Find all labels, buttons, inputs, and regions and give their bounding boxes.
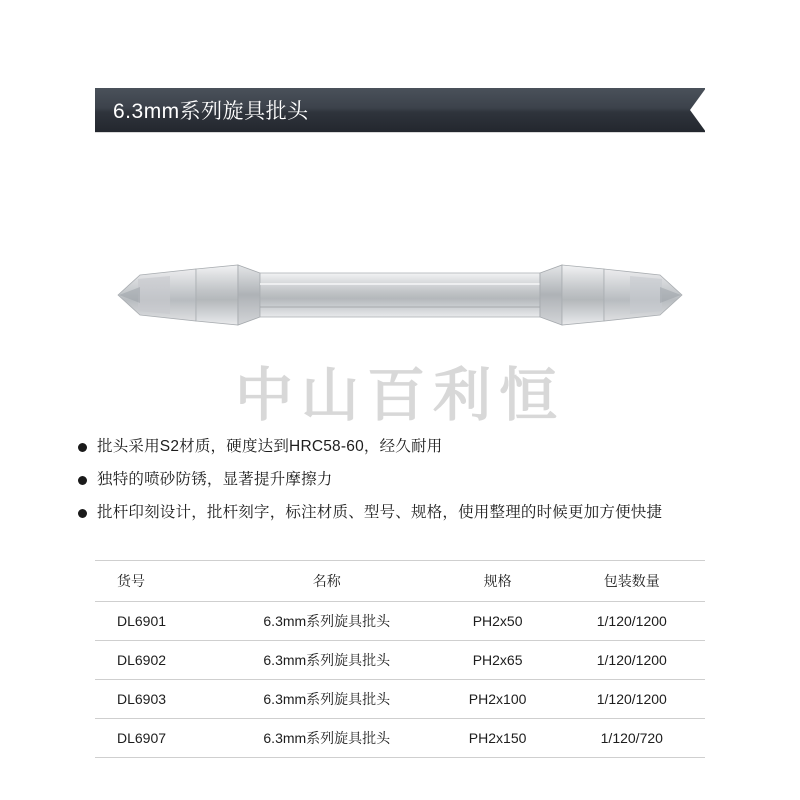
cell-qty: 1/120/1200 [559, 680, 705, 719]
table-row [95, 641, 705, 680]
cell-qty: 1/120/1200 [559, 641, 705, 680]
cell-code: DL6903 [95, 680, 217, 719]
table-row [95, 680, 705, 719]
table-row [95, 719, 705, 758]
list-item [78, 503, 738, 523]
bullet-icon [78, 509, 87, 518]
list-item [78, 437, 738, 457]
section-banner [95, 88, 705, 132]
cell-name: 6.3mm系列旋具批头 [217, 680, 437, 719]
table-body [95, 602, 705, 758]
double-ended-screwdriver-bit-icon [110, 235, 690, 355]
cell-name: 6.3mm系列旋具批头 [217, 602, 437, 641]
cell-qty: 1/120/720 [559, 719, 705, 758]
column-header-spec: 规格 [437, 561, 559, 602]
cell-code: DL6907 [95, 719, 217, 758]
table-header-row [95, 561, 705, 602]
cell-code: DL6901 [95, 602, 217, 641]
cell-qty: 1/120/1200 [559, 602, 705, 641]
bullet-icon [78, 476, 87, 485]
feature-text: 批杆印刻设计，批杆刻字，标注材质、型号、规格，使用整理的时候更加方便快捷 [97, 504, 663, 521]
cell-name: 6.3mm系列旋具批头 [217, 719, 437, 758]
feature-list [78, 437, 738, 536]
column-header-name: 名称 [217, 561, 437, 602]
watermark-text: 中山百利恒 [234, 361, 565, 429]
feature-text: 独特的喷砂防锈，显著提升摩擦力 [97, 471, 333, 488]
column-header-code: 货号 [95, 561, 217, 602]
cell-name: 6.3mm系列旋具批头 [217, 641, 437, 680]
cell-spec: PH2x65 [437, 641, 559, 680]
table-header [95, 561, 705, 602]
spec-table [95, 560, 705, 758]
feature-text: 批头采用S2材质，硬度达到HRC58-60，经久耐用 [97, 438, 443, 455]
page-title: 6.3mm系列旋具批头 [113, 100, 309, 123]
table-row [95, 602, 705, 641]
list-item [78, 470, 738, 490]
cell-spec: PH2x100 [437, 680, 559, 719]
cell-spec: PH2x50 [437, 602, 559, 641]
cell-spec: PH2x150 [437, 719, 559, 758]
cell-code: DL6902 [95, 641, 217, 680]
column-header-qty: 包装数量 [559, 561, 705, 602]
bullet-icon [78, 443, 87, 452]
